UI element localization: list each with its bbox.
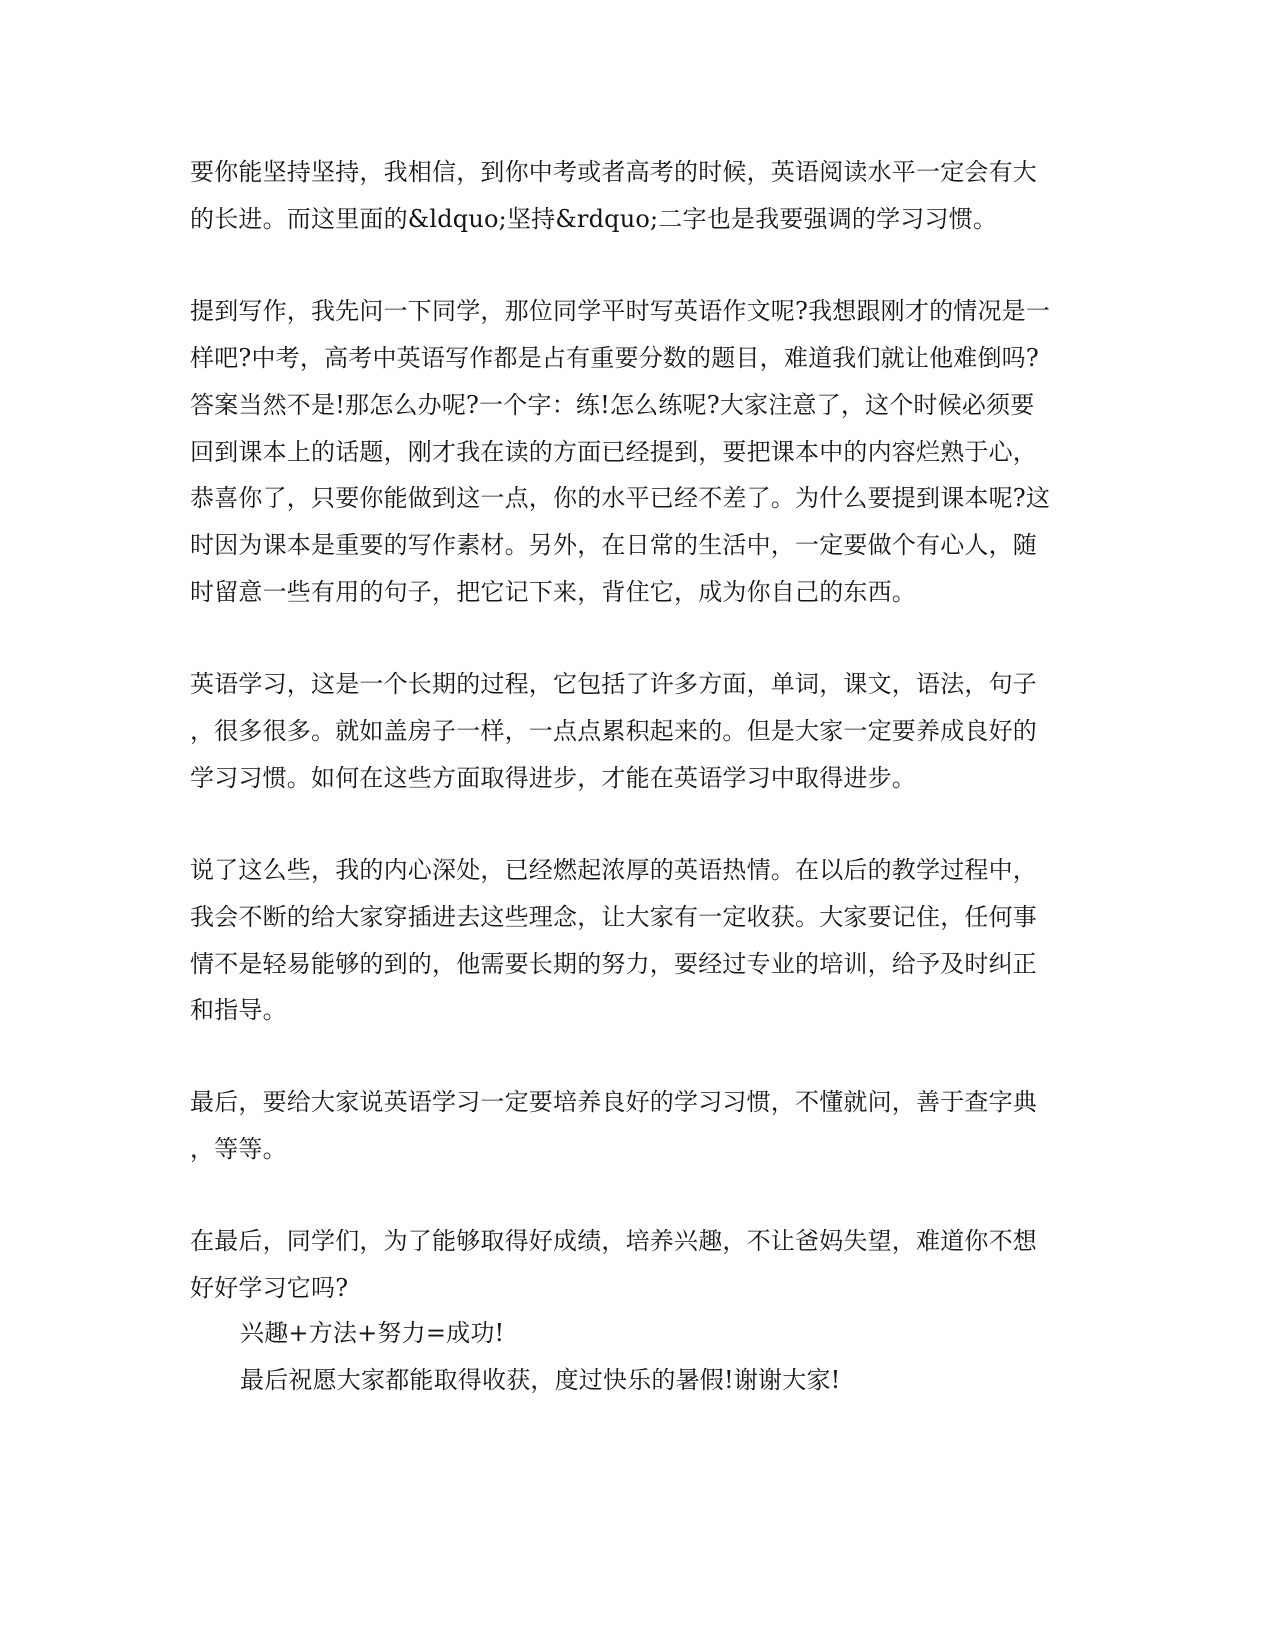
paragraph-4-line-3: 情不是轻易能够的到的，他需要长期的努力，要经过专业的培训，给予及时纠正	[190, 950, 1037, 978]
paragraph-5-line-1: 最后，要给大家说英语学习一定要培养良好的学习习惯，不懂就问，善于查字典	[190, 1088, 1037, 1116]
paragraph-2-line-7: 时留意一些有用的句子，把它记下来，背住它，成为你自己的东西。	[190, 578, 916, 606]
paragraph-1-line-2: 的长进。而这里面的&ldquo;坚持&rdquo;二字也是我要强调的学习习惯。	[190, 205, 998, 233]
paragraph-4-line-2: 我会不断的给大家穿插进去这些理念，让大家有一定收获。大家要记住，任何事	[190, 903, 1037, 931]
paragraph-4-line-1: 说了这么些，我的内心深处，已经燃起浓厚的英语热情。在以后的教学过程中，	[190, 856, 1037, 884]
paragraph-6-line-1: 在最后，同学们，为了能够取得好成绩，培养兴趣，不让爸妈失望，难道你不想	[190, 1227, 1037, 1255]
paragraph-3-line-3: 学习习惯。如何在这些方面取得进步，才能在英语学习中取得进步。	[190, 764, 916, 792]
paragraph-2-line-1: 提到写作，我先问一下同学，那位同学平时写英语作文呢?我想跟刚才的情况是一	[190, 297, 1051, 325]
closing-formula: 兴趣+方法+努力=成功!	[240, 1319, 505, 1347]
paragraph-2-line-4: 回到课本上的话题，刚才我在读的方面已经提到，要把课本中的内容烂熟于心，	[190, 438, 1037, 466]
paragraph-5-line-2: ，等等。	[190, 1135, 287, 1163]
paragraph-3-line-1: 英语学习，这是一个长期的过程，它包括了许多方面，单词，课文，语法，句子	[190, 670, 1037, 698]
closing-wishes: 最后祝愿大家都能取得收获，度过快乐的暑假!谢谢大家!	[240, 1366, 841, 1394]
paragraph-4-line-4: 和指导。	[190, 996, 287, 1024]
paragraph-2-line-5: 恭喜你了，只要你能做到这一点，你的水平已经不差了。为什么要提到课本呢?这	[190, 484, 1051, 512]
paragraph-3-line-2: ，很多很多。就如盖房子一样，一点点累积起来的。但是大家一定要养成良好的	[190, 717, 1037, 745]
paragraph-6-line-2: 好好学习它吗?	[190, 1274, 349, 1302]
paragraph-1-line-1: 要你能坚持坚持，我相信，到你中考或者高考的时候，英语阅读水平一定会有大	[190, 158, 1037, 186]
paragraph-2-line-2: 样吧?中考，高考中英语写作都是占有重要分数的题目，难道我们就让他难倒吗?	[190, 344, 1039, 372]
paragraph-2-line-3: 答案当然不是!那怎么办呢?一个字：练!怎么练呢?大家注意了，这个时候必须要	[190, 391, 1035, 419]
paragraph-2-line-6: 时因为课本是重要的写作素材。另外，在日常的生活中，一定要做个有心人，随	[190, 531, 1037, 559]
